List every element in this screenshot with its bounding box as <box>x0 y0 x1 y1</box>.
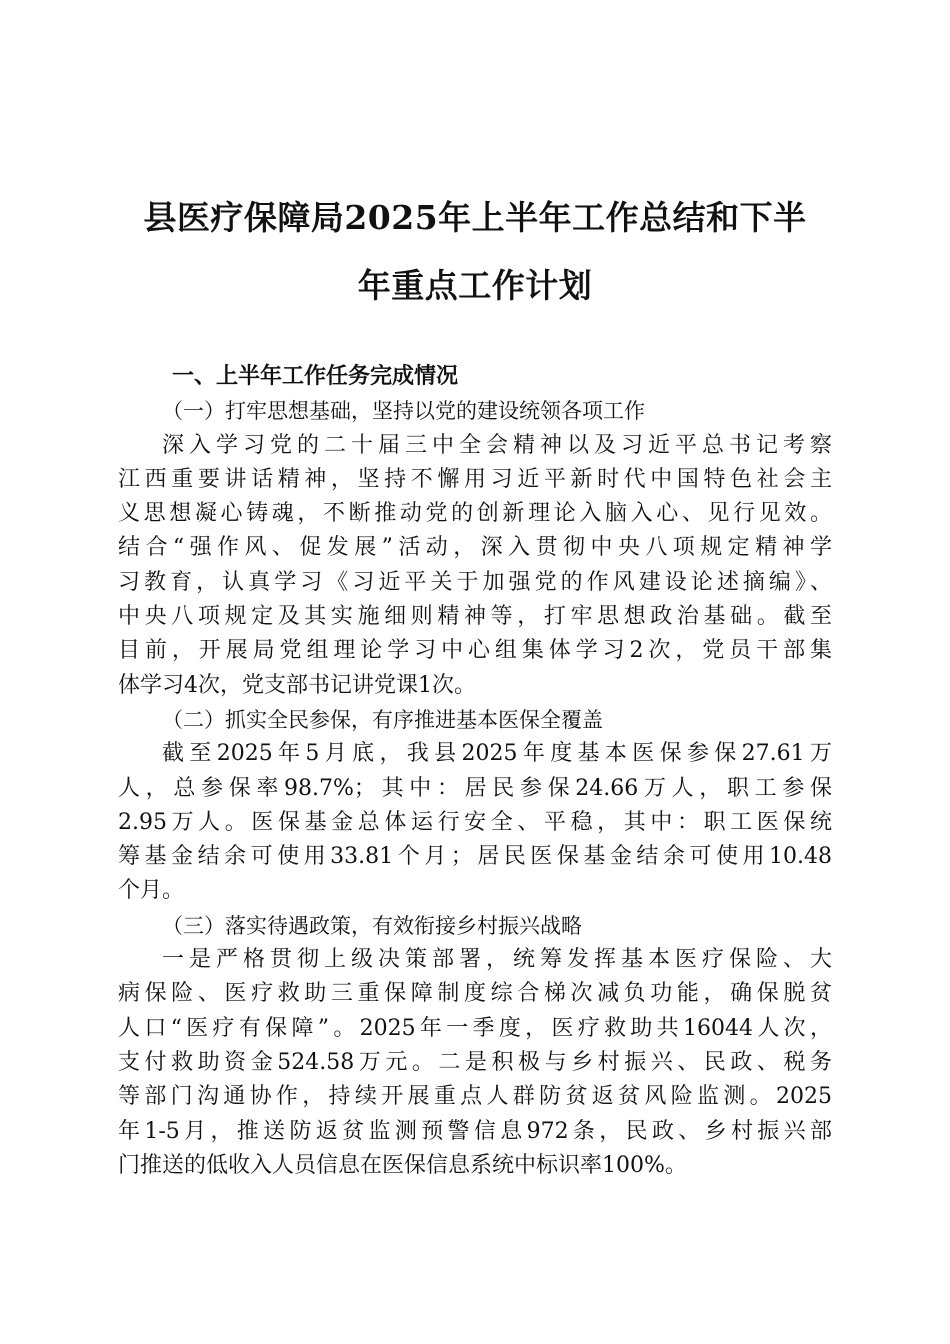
paragraph-line: 人口“医疗有保障”。2025年一季度，医疗救助共16044人次， <box>118 1015 832 1041</box>
paragraph-line: 个月。 <box>118 878 185 904</box>
paragraph-line: 人，总参保率98.7%；其中：居民参保24.66万人，职工参保 <box>118 775 832 801</box>
subsection-heading-2: （二）抓实全民参保，有序推进基本医保全覆盖 <box>162 707 603 732</box>
paragraph-line: 习教育，认真学习《习近平关于加强党的作风建设论述摘编》、 <box>118 569 832 595</box>
paragraph-line: 年1-5月，推送防返贫监测预警信息972条，民政、乡村振兴部 <box>118 1118 832 1144</box>
paragraph-line: 目前，开展局党组理论学习中心组集体学习2次，党员干部集 <box>118 638 832 664</box>
paragraph-line: 中央八项规定及其实施细则精神等，打牢思想政治基础。截至 <box>118 604 832 630</box>
paragraph-line: 门推送的低收入人员信息在医保信息系统中标识率100%。 <box>118 1152 687 1178</box>
paragraph-line: 义思想凝心铸魂，不断推动党的创新理论入脑入心、见行见效。 <box>118 501 832 527</box>
paragraph-line: 江西重要讲话精神，坚持不懈用习近平新时代中国特色社会主 <box>118 466 832 492</box>
paragraph-line: 2.95万人。医保基金总体运行安全、平稳，其中：职工医保统 <box>118 809 832 835</box>
paragraph-line: 截至2025年5月底，我县2025年度基本医保参保27.61万 <box>162 741 832 767</box>
paragraph-line: 病保险、医疗救助三重保障制度综合梯次减负功能，确保脱贫 <box>118 981 832 1007</box>
paragraph-line: 筹基金结余可使用33.81个月；居民医保基金结余可使用10.48 <box>118 844 832 870</box>
subsection-heading-3: （三）落实待遇政策，有效衔接乡村振兴战略 <box>162 913 582 938</box>
paragraph-line: 一是严格贯彻上级决策部署，统筹发挥基本医疗保险、大 <box>162 947 832 973</box>
document-body <box>118 360 832 1183</box>
section-heading-1: 一、上半年工作任务完成情况 <box>172 364 459 389</box>
paragraph-line: 结合“强作风、促发展”活动，深入贯彻中央八项规定精神学 <box>118 535 832 561</box>
paragraph-line: 体学习4次，党支部书记讲党课1次。 <box>118 672 476 698</box>
paragraph-line: 深入学习党的二十届三中全会精神以及习近平总书记考察 <box>162 432 832 458</box>
document-title-line-2: 年重点工作计划 <box>357 266 593 305</box>
subsection-heading-1: （一）打牢思想基础，坚持以党的建设统领各项工作 <box>162 399 645 424</box>
document-title-line-1: 县医疗保障局2025年上半年工作总结和下半 <box>143 198 807 237</box>
paragraph-line: 支付救助资金524.58万元。二是积极与乡村振兴、民政、税务 <box>118 1049 832 1075</box>
paragraph-line: 等部门沟通协作，持续开展重点人群防贫返贫风险监测。2025 <box>118 1084 832 1110</box>
